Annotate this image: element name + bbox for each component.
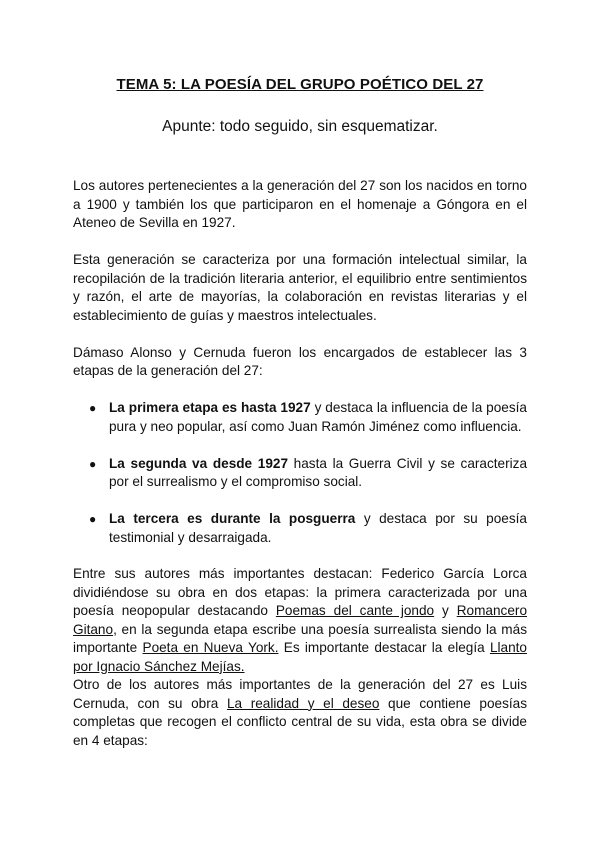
work-title: La realidad y el deseo — [226, 695, 380, 711]
cernuda-text: que contiene poesías completas que recogen el conflicto central de su vida, esta obra se divide en 4 etapas: — [73, 695, 527, 748]
work-title: Poemas del cante jondo — [275, 603, 435, 618]
lorca-text: , en la segunda etapa escribe una poesía surrealista siendo la más importante — [73, 621, 527, 655]
stage-text: y destaca por su poesía testimonial y desarraigada. — [109, 511, 527, 545]
lorca-text: y — [434, 603, 457, 618]
stage-heading: La segunda va desde 1927 — [109, 455, 289, 471]
stage-text: hasta la Guerra Civil y se caracteriza por el surrealismo y el compromiso social. — [109, 455, 528, 489]
cernuda-text: Otro de los autores más importantes de la generación del 27 es Luis Cernuda, con su obra — [73, 677, 527, 711]
document-body — [73, 177, 527, 750]
stages-intro-paragraph: Dámaso Alonso y Cernuda fueron los encargados de establecer las 3 etapas de la generación del 27: — [73, 344, 527, 378]
document-subtitle: Apunte: todo seguido, sin esquematizar. — [162, 118, 438, 135]
list-item — [73, 510, 527, 547]
stage-heading: La tercera es durante la posguerra — [109, 511, 356, 526]
work-title: Llanto por Ignacio Sánchez Mejías. — [73, 640, 527, 674]
lorca-text: Entre sus autores más importantes destacan: Federico García Lorca dividiéndose su obra en dos etapas: la primera caracterizada por una poesía neopopular destacando — [73, 566, 527, 618]
list-item — [73, 399, 527, 436]
bullet-icon: ● — [89, 401, 97, 415]
work-title: Poeta en Nueva York. — [142, 640, 279, 655]
stage-heading: La primera etapa es hasta 1927 — [109, 400, 311, 415]
bullet-icon: ● — [89, 456, 97, 471]
document-title: TEMA 5: LA POESÍA DEL GRUPO POÉTICO DEL 27 — [116, 76, 484, 93]
stages-list — [73, 399, 527, 547]
list-item — [73, 455, 527, 492]
lorca-text: Es importante destacar la elegía — [278, 640, 490, 655]
lorca-paragraph — [73, 565, 527, 676]
characteristics-paragraph: Esta generación se caracteriza por una formación intelectual similar, la recopilación de la tradición literaria anterior, el equilibrio entre sentimientos y razón, el arte de mayorías, la colaboración en revistas literarias y el establecimiento de guías y maestros intelectuales. — [73, 252, 527, 323]
bullet-icon: ● — [89, 512, 97, 526]
stage-text: y destaca la influencia de la poesía pura y neo popular, así como Juan Ramón Jiménez como influencia. — [109, 400, 527, 434]
work-title: Romancero Gitano — [73, 603, 527, 637]
cernuda-paragraph — [73, 676, 527, 750]
intro-paragraph: Los autores pertenecientes a la generación del 27 son los nacidos en torno a 1900 y también los que participaron en el homenaje a Góngora en el Ateneo de Sevilla en 1927. — [73, 178, 527, 230]
